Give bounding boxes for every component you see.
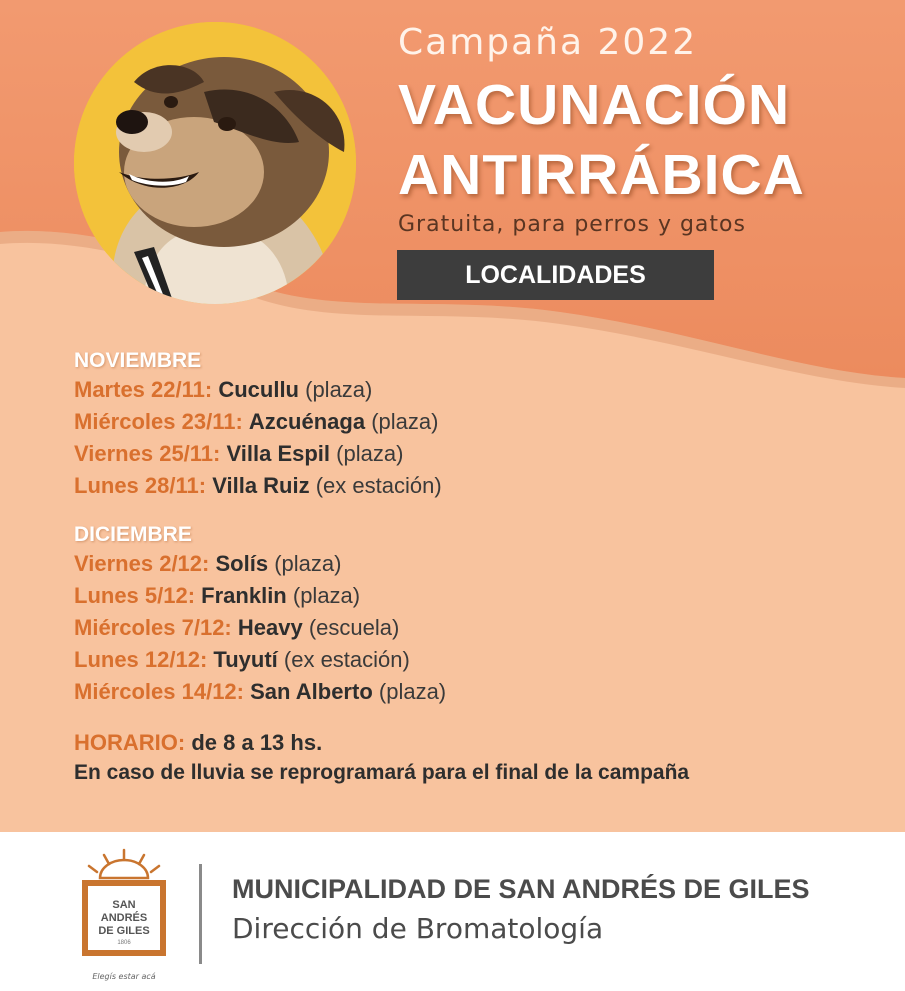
logo-text-1: SAN bbox=[112, 899, 136, 911]
logo-text-3: DE GILES bbox=[98, 925, 150, 937]
schedule-day: Viernes 2/12: bbox=[74, 551, 210, 576]
subtitle: Gratuita, para perros y gatos bbox=[398, 212, 746, 237]
schedule-note: (plaza) bbox=[305, 377, 373, 402]
schedule-day: Lunes 12/12: bbox=[74, 647, 208, 672]
schedule-place: Heavy bbox=[237, 615, 303, 640]
schedule-note: (plaza) bbox=[292, 583, 361, 608]
schedule-place: Azcuénaga bbox=[248, 409, 366, 434]
schedule-place: Villa Espil bbox=[226, 441, 331, 466]
schedule-day: Miércoles 23/11: bbox=[74, 409, 243, 434]
dog-photo bbox=[74, 22, 356, 304]
localidades-badge: LOCALIDADES bbox=[397, 250, 714, 300]
title-line-1: VACUNACIÓN bbox=[398, 73, 791, 137]
schedule-place: Tuyutí bbox=[213, 647, 278, 672]
schedule-place: San Alberto bbox=[250, 679, 373, 704]
logo-year: 1806 bbox=[117, 940, 131, 946]
schedule-place: Villa Ruiz bbox=[212, 473, 310, 498]
logo-text-2: ANDRÉS bbox=[100, 912, 148, 924]
month-heading-november: NOVIEMBRE bbox=[74, 349, 202, 372]
schedule-day: Miércoles 14/12: bbox=[74, 679, 244, 704]
horario-value: de 8 a 13 hs. bbox=[191, 730, 323, 755]
schedule-day: Martes 22/11: bbox=[74, 377, 213, 402]
schedule-row bbox=[74, 374, 894, 406]
schedule-row bbox=[74, 580, 894, 612]
schedule-row bbox=[74, 470, 894, 502]
horario-label: HORARIO: bbox=[74, 730, 186, 755]
schedule-row bbox=[74, 406, 894, 438]
schedule-note: (plaza) bbox=[371, 409, 439, 434]
schedule-place: Cucullu bbox=[218, 377, 299, 402]
schedule-row bbox=[74, 676, 894, 708]
footer-divider bbox=[199, 864, 202, 964]
footer bbox=[0, 832, 905, 991]
schedule-day: Lunes 5/12: bbox=[74, 583, 196, 608]
campaign-year: Campaña 2022 bbox=[398, 22, 698, 63]
schedule-row bbox=[74, 438, 894, 470]
schedule-day: Viernes 25/11: bbox=[74, 441, 221, 466]
logo-slogan: Elegís estar acá bbox=[92, 972, 156, 981]
schedule-note: (ex estación) bbox=[315, 473, 442, 498]
schedule-note: (plaza) bbox=[274, 551, 342, 576]
title-line-2: ANTIRRÁBICA bbox=[398, 143, 805, 207]
schedule-note: (plaza) bbox=[336, 441, 404, 466]
schedule-day: Miércoles 7/12: bbox=[74, 615, 232, 640]
month-heading-december: DICIEMBRE bbox=[74, 523, 192, 546]
organization-name: MUNICIPALIDAD DE SAN ANDRÉS DE GILES bbox=[232, 874, 810, 904]
schedule-row bbox=[74, 548, 894, 580]
schedule-place: Franklin bbox=[201, 583, 287, 608]
schedule-row bbox=[74, 612, 894, 644]
municipality-logo bbox=[74, 846, 174, 986]
schedule bbox=[74, 348, 894, 788]
schedule-place: Solís bbox=[215, 551, 269, 576]
horario bbox=[74, 728, 894, 758]
schedule-note: (ex estación) bbox=[283, 647, 410, 672]
rain-note: En caso de lluvia se reprogramará para el final de la campaña bbox=[74, 761, 690, 784]
schedule-note: (escuela) bbox=[308, 615, 400, 640]
schedule-row bbox=[74, 644, 894, 676]
department-name: Dirección de Bromatología bbox=[232, 912, 604, 945]
schedule-day: Lunes 28/11: bbox=[74, 473, 207, 498]
schedule-note: (plaza) bbox=[378, 679, 447, 704]
